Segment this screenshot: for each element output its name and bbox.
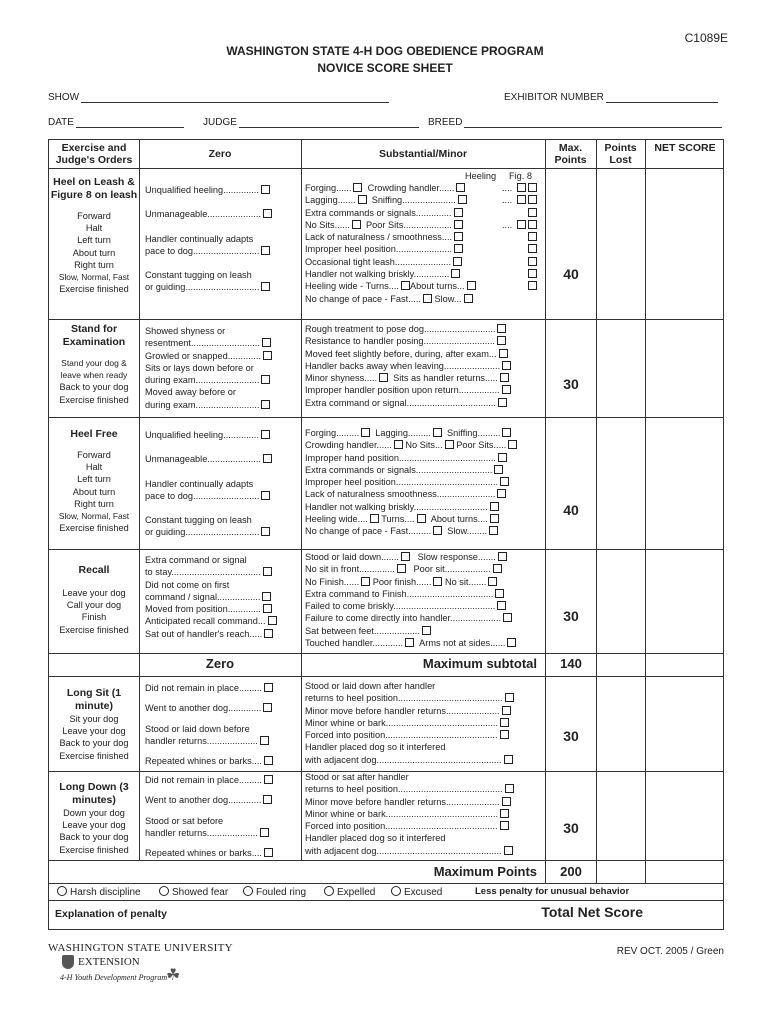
checkbox[interactable] <box>497 489 506 498</box>
checkbox[interactable] <box>263 795 272 804</box>
less-penalty-label: Less penalty for unusual behavior <box>475 886 630 897</box>
checkbox[interactable] <box>504 755 513 764</box>
checkbox[interactable] <box>498 552 507 561</box>
checkbox[interactable] <box>500 718 509 727</box>
checkbox[interactable] <box>502 428 511 437</box>
exhibitor-number-label: EXHIBITOR NUMBER <box>504 92 604 103</box>
checkbox[interactable] <box>261 246 270 255</box>
checkbox[interactable] <box>397 564 406 573</box>
checkbox[interactable] <box>264 629 273 638</box>
minor-list-stand-for-exam: Rough treatment to pose dog............................ Resistance to handler posing............................ Moved feet slightly before, during, after exam... Handler backs away when leaving...................... Minor shyness..... Sits as handler returns..... Improper handler position upon return................ Extra command or signal................................... <box>305 323 511 409</box>
header-net: NET SCORE <box>654 142 716 154</box>
checkbox[interactable] <box>260 828 269 837</box>
checkbox[interactable] <box>502 706 511 715</box>
checkbox[interactable] <box>401 552 410 561</box>
checkbox[interactable] <box>401 281 410 290</box>
exercise-long-down: Long Down (3 minutes) Down your dog Leave your dog Back to your dog Exercise finished <box>59 781 129 855</box>
max-points-recall: 30 <box>563 608 579 624</box>
checkbox[interactable] <box>507 638 516 647</box>
checkbox[interactable] <box>263 454 272 463</box>
checkbox[interactable] <box>464 294 473 303</box>
checkbox[interactable] <box>517 195 526 204</box>
total-net-score-label: Total Net Score <box>541 904 643 920</box>
breed-label: BREED <box>428 117 463 128</box>
checkbox[interactable] <box>264 683 273 692</box>
penalty-fouled-ring[interactable]: Fouled ring <box>243 886 306 898</box>
date-field[interactable] <box>48 116 184 128</box>
checkbox[interactable] <box>261 185 270 194</box>
checkbox[interactable] <box>490 514 499 523</box>
maximum-points-label: Maximum Points <box>433 864 537 879</box>
zero-list-recall: Extra command or signal to stay................................... Did not come on first command / signal................. Moved from position............. Anticipated recall command... Sat out of handler's reach..... <box>145 554 277 640</box>
max-points-heel-free: 40 <box>563 502 579 518</box>
checkbox[interactable] <box>261 375 270 384</box>
heeling-label: Heeling <box>465 171 497 181</box>
checkbox[interactable] <box>454 208 463 217</box>
checkbox[interactable] <box>517 183 526 192</box>
wsu-shield-icon <box>62 955 74 969</box>
show-field[interactable] <box>48 91 389 103</box>
checkbox[interactable] <box>264 775 273 784</box>
zero-list-heel-on-leash: Unqualified heeling.............. Unmanageable..................... Handler continually adapts pace to dog.......................... Constant tugging on leash or guiding............................. <box>145 184 272 294</box>
show-label: SHOW <box>48 92 80 103</box>
checkbox[interactable] <box>500 821 509 830</box>
checkbox[interactable] <box>263 567 272 576</box>
checkbox[interactable] <box>433 577 442 586</box>
minor-list-heel-on-leash: Forging...... Crowding handler...... Lagging....... Sniffing..................... Extra commands or signals.............. No Sits...... Poor Sits................... Lack of naturalness / smoothness.... Improper heel position...................... Occasional tight leash...................... Handler not walking briskly.............. Heeling wide - Turns.... About turns... No change of pace - Fast..... Slow... <box>305 182 476 305</box>
max-points-heel-on-leash: 40 <box>563 266 579 282</box>
zero-list-long-sit: Did not remain in place......... Went to another dog............. Stood or laid down before handler returns.................... Repeated whines or barks.... <box>145 682 273 767</box>
date-label: DATE <box>48 117 74 128</box>
checkbox[interactable] <box>502 361 511 370</box>
checkbox[interactable] <box>498 453 507 462</box>
checkbox[interactable] <box>417 514 426 523</box>
judge-label: JUDGE <box>203 117 237 128</box>
checkbox[interactable] <box>528 208 537 217</box>
zero-list-heel-free: Unqualified heeling.............. Unmanageable..................... Handler continually adapts pace to dog.......................... Constant tugging on leash or guiding............................. <box>145 429 272 539</box>
checkbox[interactable] <box>263 703 272 712</box>
exercise-long-sit: Long Sit (1 minute) Sit your dog Leave your dog Back to your dog Exercise finished <box>59 687 129 761</box>
checkbox[interactable] <box>454 244 463 253</box>
checkbox[interactable] <box>353 183 362 192</box>
checkbox[interactable] <box>494 465 503 474</box>
header-max: Max. Points <box>554 142 587 166</box>
minor-list-long-down: Stood or sat after handler returns to heel position......................................... Minor move before handler returns..................... Minor whine or bark............................................ Forced into position............................................ Handler placed dog so it interfered with adjacent dog................................................. <box>305 771 514 857</box>
minor-list-recall: Stood or laid down....... Slow response....... No sit in front.............. Poor sit.................. No Finish...... Poor finish...... No sit....... Extra command to Finish.................................. Failed to come briskly........................................ Failure to come directly into handler.................... Sat between feet.................. Touched handler............ Arms not at sides...... <box>305 551 516 649</box>
form-title: WASHINGTON STATE 4-H DOG OBEDIENCE PROGRAM <box>226 44 544 58</box>
checkbox[interactable] <box>490 502 499 511</box>
exhibitor-number-field[interactable] <box>504 91 718 103</box>
fig8-label: Fig. 8 <box>509 171 532 181</box>
checkbox[interactable] <box>505 784 514 793</box>
checkbox[interactable] <box>502 385 511 394</box>
subtotal-zero: Zero <box>205 656 235 671</box>
form-code: C1089E <box>684 31 728 45</box>
checkbox[interactable] <box>445 440 454 449</box>
checkbox[interactable] <box>497 601 506 610</box>
clover-icon: ☘ <box>166 967 181 984</box>
max-points-long-sit: 30 <box>563 728 579 744</box>
exercise-heel-on-leash: Heel on Leash & Figure 8 on leash Forward Halt Left turn About turn Right turn Slow, Normal, Fast Exercise finished <box>50 176 138 295</box>
extension-logo-text: EXTENSION <box>78 956 140 968</box>
checkbox[interactable] <box>528 269 537 278</box>
checkbox[interactable] <box>268 616 277 625</box>
maximum-subtotal-value: 140 <box>560 656 582 671</box>
checkbox[interactable] <box>261 430 270 439</box>
checkbox[interactable] <box>394 440 403 449</box>
checkbox[interactable] <box>358 195 367 204</box>
checkbox[interactable] <box>528 183 537 192</box>
exercise-stand-for-exam: Stand for Examination Stand your dog & leave when ready Back to your dog Exercise finished <box>59 323 129 405</box>
checkbox[interactable] <box>261 527 270 536</box>
checkbox[interactable] <box>497 336 506 345</box>
penalty-expelled[interactable]: Expelled <box>324 886 375 898</box>
checkbox[interactable] <box>504 846 513 855</box>
checkbox[interactable] <box>261 282 270 291</box>
revision-date: REV OCT. 2005 / Green <box>616 946 724 957</box>
checkbox[interactable] <box>508 440 517 449</box>
maximum-subtotal-label: Maximum subtotal <box>422 656 537 671</box>
zero-list-stand-for-exam: Showed shyness or resentment........................... Growled or snapped............. Sits or lays down before or during exam......................... Moved away before or during exam......................... <box>145 325 272 411</box>
checkbox[interactable] <box>502 797 511 806</box>
header-lost: Points Lost <box>604 142 637 166</box>
checkbox[interactable] <box>454 232 463 241</box>
checkbox[interactable] <box>263 604 272 613</box>
checkbox[interactable] <box>528 220 537 229</box>
form-subtitle: NOVICE SCORE SHEET <box>317 61 453 75</box>
checkbox[interactable] <box>528 195 537 204</box>
checkbox[interactable] <box>503 613 512 622</box>
checkbox[interactable] <box>456 183 465 192</box>
checkbox[interactable] <box>379 373 388 382</box>
checkbox[interactable] <box>261 400 270 409</box>
breed-field[interactable] <box>428 116 722 128</box>
header-substantial: Substantial/Minor <box>378 148 468 160</box>
max-points-stand-for-exam: 30 <box>563 376 579 392</box>
checkbox[interactable] <box>500 730 509 739</box>
checkbox[interactable] <box>499 349 508 358</box>
max-points-long-down: 30 <box>563 820 579 836</box>
checkbox[interactable] <box>433 526 442 535</box>
checkbox[interactable] <box>433 428 442 437</box>
wsu-logo-text: WASHINGTON STATE UNIVERSITY <box>48 942 233 954</box>
checkbox[interactable] <box>495 589 504 598</box>
header-zero: Zero <box>208 148 232 160</box>
checkbox[interactable] <box>261 491 270 500</box>
penalty-showed-fear[interactable]: Showed fear <box>159 886 228 898</box>
checkbox[interactable] <box>489 526 498 535</box>
checkbox[interactable] <box>263 209 272 218</box>
checkbox[interactable] <box>262 592 271 601</box>
checkbox[interactable] <box>528 281 537 290</box>
checkbox[interactable] <box>493 564 502 573</box>
checkbox[interactable] <box>451 269 460 278</box>
minor-list-heel-free: Forging......... Lagging......... Sniffing......... Crowding handler...... No Sits... Poor Sits..... Improper hand position...................................... Extra commands or signals.............................. Improper heel position........................................ Lack of naturalness smoothness....................... Handler not walking briskly............................. Heeling wide.... Turns.... About turns.... No change of pace - Fast......... Slow........ <box>305 427 517 538</box>
maximum-points-value: 200 <box>560 864 582 879</box>
exercise-recall: Recall Leave your dog Call your dog Finish Exercise finished <box>59 564 129 635</box>
minor-list-long-sit: Stood or laid down after handler returns to heel position......................................... Minor move before handler returns..................... Minor whine or bark............................................ Forced into position............................................ Handler placed dog so it interfered with adjacent dog................................................. <box>305 680 514 766</box>
checkbox[interactable] <box>361 428 370 437</box>
checkbox[interactable] <box>405 638 414 647</box>
checkbox[interactable] <box>498 398 507 407</box>
fig8-checkboxes: .... .... .... <box>502 182 537 293</box>
youth-program-text: 4-H Youth Development Program <box>60 973 168 982</box>
checkbox[interactable] <box>370 514 379 523</box>
checkbox[interactable] <box>500 373 509 382</box>
checkbox[interactable] <box>500 809 509 818</box>
checkbox[interactable] <box>422 626 431 635</box>
checkbox[interactable] <box>467 281 476 290</box>
checkbox[interactable] <box>505 693 514 702</box>
checkbox[interactable] <box>260 736 269 745</box>
checkbox[interactable] <box>264 756 273 765</box>
zero-list-long-down: Did not remain in place......... Went to another dog............. Stood or sat before handler returns.................... Repeated whines or barks.... <box>145 774 273 859</box>
checkbox[interactable] <box>453 257 462 266</box>
checkbox[interactable] <box>528 232 537 241</box>
checkbox[interactable] <box>352 220 361 229</box>
penalty-excused[interactable]: Excused <box>391 886 442 898</box>
explanation-of-penalty: Explanation of penalty <box>55 908 168 920</box>
checkbox[interactable] <box>500 477 509 486</box>
checkbox[interactable] <box>423 294 432 303</box>
header-exercise: Exercise and Judge's Orders <box>55 142 133 166</box>
checkbox[interactable] <box>517 220 526 229</box>
checkbox[interactable] <box>528 244 537 253</box>
checkbox[interactable] <box>458 195 467 204</box>
checkbox[interactable] <box>497 324 506 333</box>
checkbox[interactable] <box>262 338 271 347</box>
score-sheet <box>48 139 724 930</box>
checkbox[interactable] <box>528 257 537 266</box>
judge-field[interactable] <box>203 116 419 128</box>
checkbox[interactable] <box>488 577 497 586</box>
checkbox[interactable] <box>361 577 370 586</box>
checkbox[interactable] <box>263 351 272 360</box>
exercise-heel-free: Heel Free Forward Halt Left turn About turn Right turn Slow, Normal, Fast Exercise finished <box>58 428 130 534</box>
checkbox[interactable] <box>264 848 273 857</box>
penalty-harsh-discipline[interactable]: Harsh discipline <box>57 886 141 898</box>
checkbox[interactable] <box>454 220 463 229</box>
